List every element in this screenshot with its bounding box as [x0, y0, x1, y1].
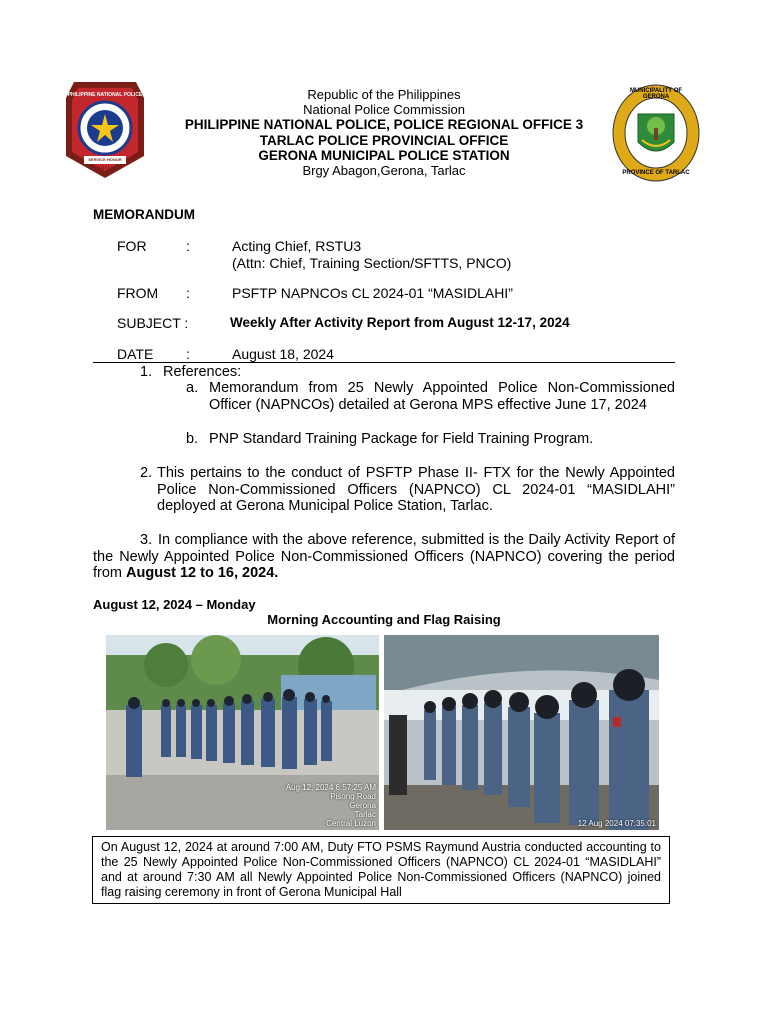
subject-value: Weekly After Activity Report from August 12-17, 2024 — [230, 315, 570, 330]
from-value: PSFTP NAPNCOs CL 2024-01 “MASIDLAHI” — [232, 285, 513, 301]
p3-text-content: In compliance with the above reference, submitted is the Daily Activity Report of the Newly Appointed Police Non-Commissioned Officers (NAPNCO) covering the period from — [93, 532, 675, 581]
ref-b-mark: b. — [186, 431, 199, 447]
memo-title: MEMORANDUM — [93, 207, 195, 222]
header-address: Brgy Abagon,Gerona, Tarlac — [302, 163, 466, 178]
gerona-seal-top-text: MUNICIPALITY OF GERONA — [629, 88, 683, 100]
p3-text — [93, 532, 675, 582]
pnp-seal-motto: SERVICE HONOR JUSTICE — [88, 157, 122, 170]
header-tarlac-ppo: TARLAC POLICE PROVINCIAL OFFICE — [259, 133, 509, 148]
p2-text-content: This pertains to the conduct of PSFTP Phase II- FTX for the Newly Appointed Police Non-Commissioned Officers (NAPNCO) CL 2024-01 “MASIDLAHI” deployed at Gerona Municipal Police Station, Tarlac. — [157, 465, 675, 514]
photo-caption: On August 12, 2024 at around 7:00 AM, Duty FTO PSMS Raymund Austria conducted accounting to the 25 Newly Appointed Police Non-Commissioned Officers (NAPNCO) CL 2024-01 “MASIDLAHI” and at around 7:30 AM all Newly Appointed Police Non-Commissioned Officers (NAPNCO) joined flag raising ceremony in front of Gerona Municipal Hall — [92, 836, 670, 904]
for-attn: (Attn: Chief, Training Section/SFTTS, PNCO) — [232, 255, 512, 271]
photo1-stamp-road: Pisong Road — [330, 792, 376, 801]
header-napolcom: National Police Commission — [303, 102, 465, 117]
p3-period: August 12 to 16, 2024. — [126, 565, 279, 581]
memo-divider — [93, 362, 675, 363]
from-label: FROM — [117, 285, 159, 301]
ref-a-text: Memorandum from 25 Newly Appointed Police Non-Commissioned Officer (NAPNCOs) detailed at Gerona MPS effective June 17, 2024 — [209, 380, 675, 413]
photo-flag-raising — [384, 635, 659, 830]
from-colon: : — [186, 285, 190, 301]
for-label: FOR — [117, 238, 147, 254]
ref-a-mark: a. — [186, 380, 199, 396]
ref-b-text: PNP Standard Training Package for Field Training Program. — [209, 431, 594, 447]
photo-accounting — [106, 635, 379, 830]
p2-text — [157, 465, 675, 515]
photo1-stamp-region: Central Luzon — [326, 819, 376, 828]
for-value: Acting Chief, RSTU3 — [232, 238, 362, 254]
photo1-stamp-town: Gerona — [349, 801, 376, 810]
date-label: DATE — [117, 346, 154, 362]
header-republic: Republic of the Philippines — [307, 87, 461, 102]
p1-references: References: — [163, 364, 242, 380]
photo1-stamp-datetime: Aug 12, 2024 6:57:25 AM — [285, 783, 376, 792]
p3-number: 3. — [140, 532, 153, 548]
gerona-seal-bottom-text: PROVINCE OF TARLAC — [622, 170, 690, 176]
header-pro3: PHILIPPINE NATIONAL POLICE, POLICE REGIONAL OFFICE 3 — [184, 117, 584, 132]
date-colon: : — [186, 346, 190, 362]
p1-number: 1. — [140, 364, 153, 380]
header-gerona-mps: GERONA MUNICIPAL POLICE STATION — [258, 148, 510, 163]
day-heading: August 12, 2024 – Monday — [93, 597, 256, 612]
subject-label: SUBJECT : — [117, 315, 189, 331]
for-colon: : — [186, 238, 190, 254]
pnp-seal-text: PHILIPPINE NATIONAL POLICE — [67, 92, 143, 98]
section-title: Morning Accounting and Flag Raising — [267, 612, 501, 627]
date-value: August 18, 2024 — [232, 346, 334, 362]
photo1-stamp-province: Tarlac — [354, 810, 376, 819]
photo2-timestamp: 12 Aug 2024 07:35:01 — [577, 819, 656, 828]
photo1-timestamp — [286, 783, 376, 828]
p2-number: 2. — [140, 465, 153, 481]
